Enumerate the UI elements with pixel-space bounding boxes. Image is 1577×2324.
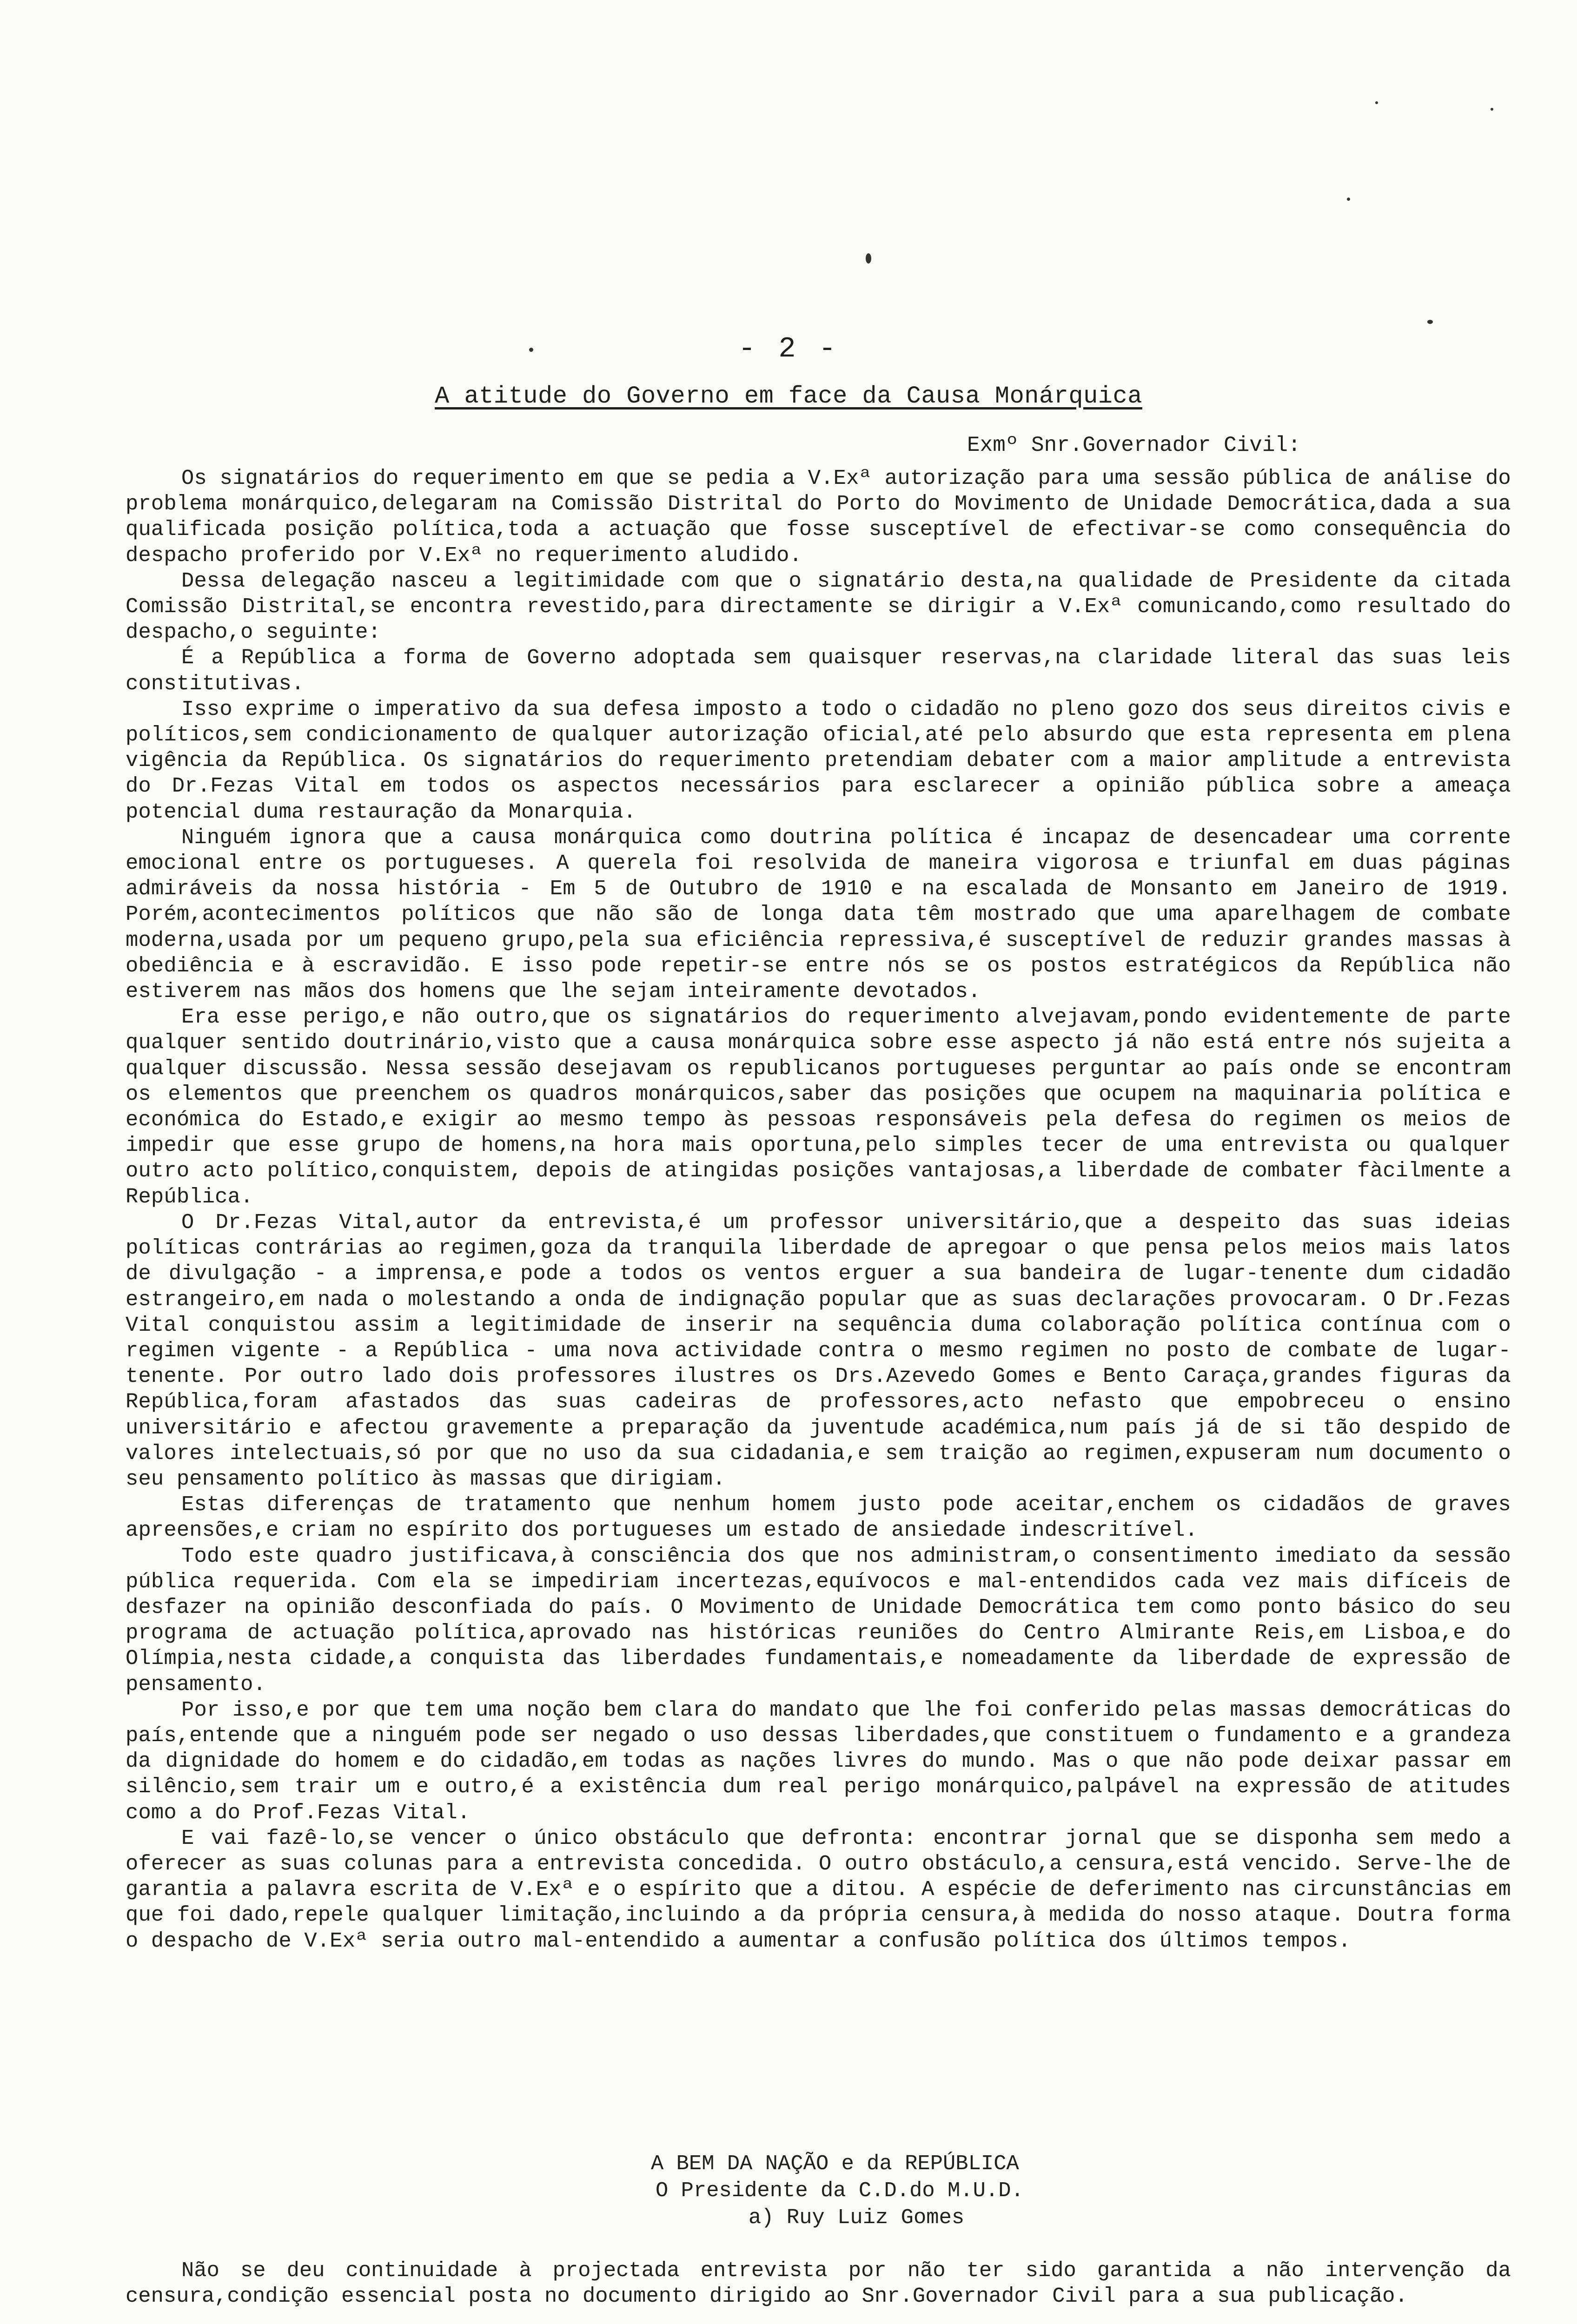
paragraph: Estas diferenças de tratamento que nenhum homem justo pode aceitar,enchem os cidadãos de graves apreensões,e criam no espírito dos portugueses um estado de ansiedade indescritível. <box>126 1492 1511 1543</box>
paragraph: E vai fazê-lo,se vencer o único obstáculo que defronta: encontrar jornal que se disponha sem medo a oferecer as suas colunas para a entrevista concedida. O outro obstáculo,a censura,está vencido. Serve-lhe de garantia a palavra escrita de V.Exª e o espírito que a ditou. A espécie de deferimento nas circunstâncias em que foi dado,repele qualquer limitação,incluindo a da própria censura,à medida do nosso ataque. Doutra forma o despacho de V.Exª seria outro mal-entendido a aumentar a confusão política dos últimos tempos. <box>126 1826 1511 1953</box>
salutation: Exmº Snr.Governador Civil: <box>967 433 1301 457</box>
letter-body <box>126 466 1511 1954</box>
paragraph: Todo este quadro justificava,à consciência dos que nos administram,o consentimento imediato da sessão pública requerida. Com ela se impediriam incertezas,equívocos e mal-entendidos cada vez mais difíceis de desfazer na opinião desconfiada do país. O Movimento de Unidade Democrática tem como ponto básico do seu programa de actuação política,aprovado nas históricas reuniões do Centro Almirante Reis,em Lisboa,e do Olímpia,nesta cidade,a conquista das liberdades fundamentais,e nomeadamente da liberdade de expressão de pensamento. <box>126 1544 1511 1697</box>
paragraph: Por isso,e por que tem uma noção bem clara do mandato que lhe foi conferido pelas massas democráticas do país,entende que a ninguém pode ser negado o uso dessas liberdades,que constituem o fundamento e a grandeza da dignidade do homem e do cidadão,em todas as nações livres do mundo. Mas o que não pode deixar passar em silêncio,sem trair um e outro,é a existência dum real perigo monárquico,palpável na expressão de atitudes como a do Prof.Fezas Vital. <box>126 1697 1511 1825</box>
closing-role: O Presidente da C.D.do M.U.D. <box>656 2179 1024 2203</box>
scan-speck <box>1347 198 1350 201</box>
closing-motto: A BEM DA NAÇÃO e da REPÚBLICA <box>651 2152 1019 2176</box>
scan-speck <box>866 253 871 264</box>
paragraph: É a República a forma de Governo adoptada sem quaisquer reservas,na claridade literal das suas leis constitutivas. <box>126 646 1511 696</box>
footnote: Não se deu continuidade à projectada entrevista por não ter sido garantida a não intervenção da censura,condição essencial posta no documento dirigido ao Snr.Governador Civil para a sua publicação. <box>126 2258 1511 2308</box>
scan-speck <box>1491 108 1493 111</box>
closing-block <box>651 2150 1024 2231</box>
page-title: A atitude do Governo em face da Causa Monárquica <box>435 383 1142 410</box>
page-number: - 2 - <box>738 332 839 365</box>
paragraph: Dessa delegação nasceu a legitimidade com que o signatário desta,na qualidade de Presidente da citada Comissão Distrital,se encontra revestido,para directamente se dirigir a V.Exª comunicando,como resultado do despacho,o seguinte: <box>126 568 1511 645</box>
scan-speck <box>1427 320 1433 324</box>
paragraph: Era esse perigo,e não outro,que os signatários do requerimento alvejavam,pondo evidentemente de parte qualquer sentido doutrinário,visto que a causa monárquica sobre esse aspecto já não está entre nós sujeita a qualquer discussão. Nessa sessão desejavam os republicanos portugueses perguntar ao país onde se encontram os elementos que preenchem os quadros monárquicos,saber das posições que ocupem na maquinaria política e económica do Estado,e exigir ao mesmo tempo às pessoas responsáveis pela defesa do regimen os meios de impedir que esse grupo de homens,na hora mais oportuna,pelo simples tecer de uma entrevista ou qualquer outro acto político,conquistem, depois de atingidas posições vantajosas,a liberdade de combater fàcilmente a República. <box>126 1005 1511 1209</box>
paragraph: Isso exprime o imperativo da sua defesa imposto a todo o cidadão no pleno gozo dos seus direitos civis e políticos,sem condicionamento de qualquer autorização oficial,até pelo absurdo que esta representa em plena vigência da República. Os signatários do requerimento pretendiam debater com a maior amplitude a entrevista do Dr.Fezas Vital em todos os aspectos necessários para esclarecer a opinião pública sobre a ameaça potencial duma restauração da Monarquia. <box>126 697 1511 824</box>
scan-speck <box>1375 101 1378 104</box>
paragraph: Ninguém ignora que a causa monárquica como doutrina política é incapaz de desencadear uma corrente emocional entre os portugueses. A querela foi resolvida de maneira vigorosa e triunfal em duas páginas admiráveis da nossa história - Em 5 de Outubro de 1910 e na escalada de Monsanto em Janeiro de 1919. Porém,acontecimentos políticos que não são de longa data têm mostrado que uma aparelhagem de combate moderna,usada por um pequeno grupo,pela sua eficiência repressiva,é susceptível de reduzir grandes massas à obediência e à escravidão. E isso pode repetir-se entre nós se os postos estratégicos da República não estiverem nas mãos dos homens que lhe sejam inteiramente devotados. <box>126 825 1511 1004</box>
closing-signature: a) Ruy Luiz Gomes <box>749 2205 965 2230</box>
paragraph: Os signatários do requerimento em que se pedia a V.Exª autorização para uma sessão pública de análise do problema monárquico,delegaram na Comissão Distrital do Porto do Movimento de Unidade Democrática,dada a sua qualificada posição política,toda a actuação que fosse susceptível de efectivar-se como consequência do despacho proferido por V.Exª no requerimento aludido. <box>126 466 1511 568</box>
paragraph: O Dr.Fezas Vital,autor da entrevista,é um professor universitário,que a despeito das suas ideias políticas contrárias ao regimen,goza da tranquila liberdade de apregoar o que pensa pelos meios mais latos de divulgação - a imprensa,e pode a todos os ventos erguer a sua bandeira de lugar-tenente dum cidadão estrangeiro,em nada o molestando a onda de indignação popular que as suas declarações provocaram. O Dr.Fezas Vital conquistou assim a legitimidade de inserir na sequência duma colaboração política contínua com o regimen vigente - a República - uma nova actividade contra o mesmo regimen no posto de combate de lugar-tenente. Por outro lado dois professores ilustres os Drs.Azevedo Gomes e Bento Caraça,grandes figuras da República,foram afastados das suas cadeiras de professores,acto nefasto que empobreceu o ensino universitário e afectou gravemente a preparação da juventude académica,num país já de si tão despido de valores intelectuais,só por que no uso da sua cidadania,e sem traição ao regimen,expuseram num documento o seu pensamento político às massas que dirigiam. <box>126 1210 1511 1491</box>
